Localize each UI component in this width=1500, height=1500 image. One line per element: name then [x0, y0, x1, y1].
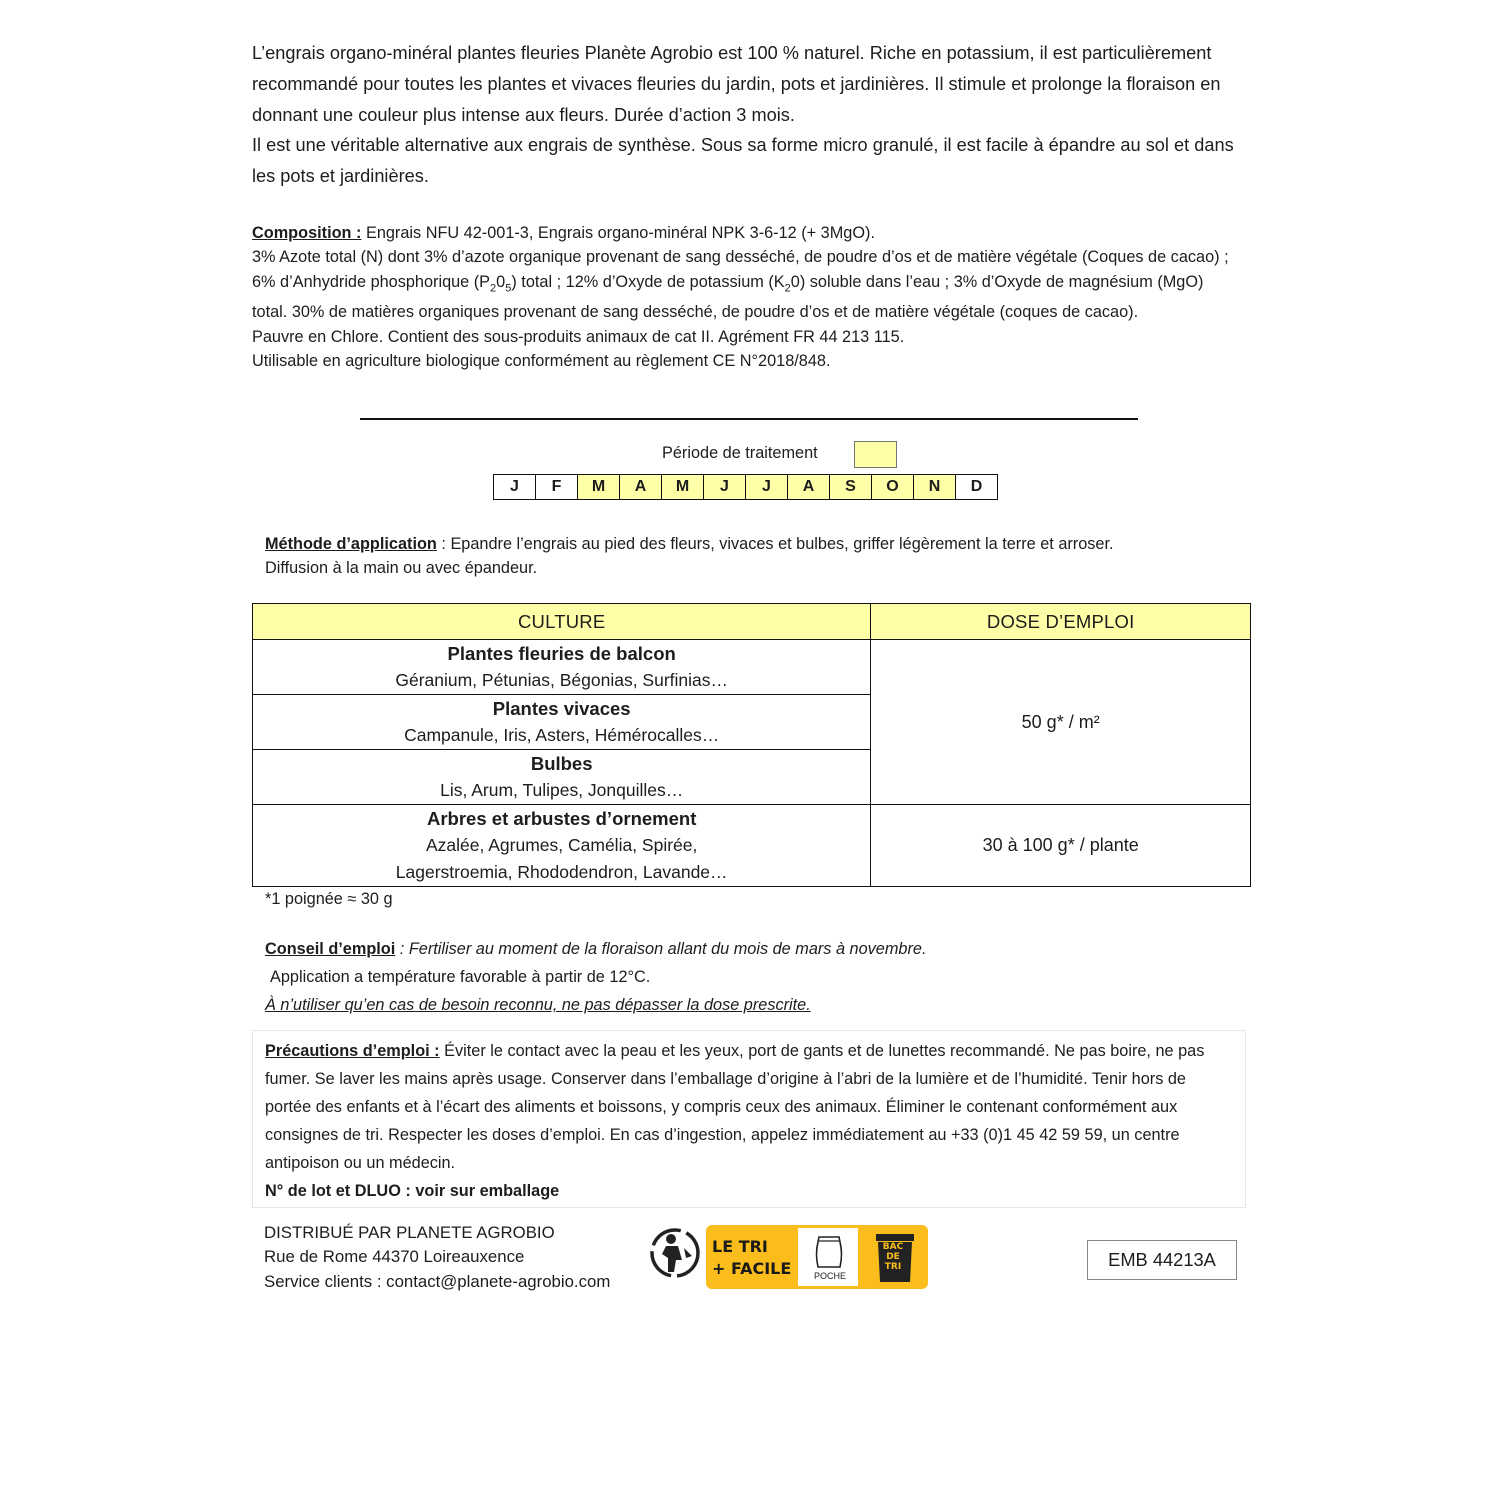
month-cell: J — [704, 475, 746, 499]
dose-cell: 30 à 100 g* / plante — [871, 805, 1251, 887]
precautions-label: Précautions d’emploi : — [265, 1042, 440, 1060]
precautions-box — [252, 1030, 1246, 1208]
methode-line-2: Diffusion à la main ou avec épandeur. — [265, 559, 538, 578]
conseil-label: Conseil d’emploi — [265, 940, 396, 958]
conseil-line-2: Application a température favorable à partir de 12°C. — [270, 968, 651, 986]
composition-line-4: Utilisable en agriculture biologique conformément au règlement CE N°2018/848. — [252, 352, 831, 371]
distributor-address: Rue de Rome 44370 Loireauxence — [264, 1247, 525, 1267]
distributor-info — [264, 1221, 610, 1294]
month-cell: A — [620, 475, 662, 499]
distributor-contact: Service clients : contact@planete-agrobio.com — [264, 1271, 611, 1291]
culture-items: Lagerstroemia, Rhododendron, Lavande… — [395, 862, 728, 882]
culture-title: Plantes fleuries de balcon — [447, 643, 676, 664]
culture-items: Lis, Arum, Tulipes, Jonquilles… — [440, 780, 684, 800]
poche-label: POCHE — [813, 1271, 846, 1281]
month-cell: N — [914, 475, 956, 499]
month-cell: O — [872, 475, 914, 499]
bin-label: BAC DE TRI — [882, 1242, 904, 1272]
culture-items: Campanule, Iris, Asters, Hémérocalles… — [404, 725, 720, 745]
composition-line-3: Pauvre en Chlore. Contient des sous-produits animaux de cat II. Agrément FR 44 213 115. — [252, 327, 905, 346]
methode-label: Méthode d’application — [265, 535, 437, 553]
separator-line — [360, 418, 1138, 420]
composition-label: Composition : — [252, 224, 362, 242]
culture-title: Bulbes — [530, 753, 593, 774]
table-row — [253, 640, 1251, 695]
culture-title: Arbres et arbustes d’ornement — [427, 808, 697, 829]
distributor-name: DISTRIBUÉ PAR PLANETE AGROBIO — [264, 1223, 555, 1242]
composition-line-2: 3% Azote total (N) dont 3% d’azote organique provenant de sang desséché, de poudre d’os et de matière végétale (Coques de cacao) ; 6% d’Anhydride phosphorique $(P_20_5)$ total ; 12% d’Oxyde de potassium $(K_20)$ soluble dans l’eau ; 3% d’Oxyde de magnésium (MgO) total. 30% de matières organiques provenant de sang desséché, de poudre d’os et de matière végétale (coques de cacao). — [252, 248, 1229, 322]
table-row — [253, 805, 1251, 887]
month-cell: F — [536, 475, 578, 499]
conseil-text: : Fertiliser au moment de la floraison allant du mois de mars à novembre. — [395, 940, 927, 958]
conseil-line-3: À n’utiliser qu’en cas de besoin reconnu, ne pas dépasser la dose prescrite. — [265, 996, 811, 1014]
month-cell: D — [970, 478, 983, 495]
month-cell: M — [578, 475, 620, 499]
culture-items: Azalée, Agrumes, Camélia, Spirée, — [425, 835, 698, 855]
lot-info: N° de lot et DLUO : voir sur emballage — [265, 1182, 560, 1200]
dose-cell: 50 g* / m² — [871, 640, 1251, 805]
header-culture: CULTURE — [253, 604, 871, 640]
culture-items: Géranium, Pétunias, Bégonias, Surfinias… — [395, 670, 729, 690]
pouch-icon — [814, 1232, 844, 1270]
tri-label: LE TRI + FACILE — [712, 1237, 792, 1278]
header-dose: DOSE D’EMPLOI — [871, 604, 1251, 640]
intro-text — [252, 38, 1252, 192]
triman-icon — [648, 1226, 702, 1280]
methode-section — [265, 532, 1255, 581]
month-cell: J — [494, 475, 536, 499]
emb-code: EMB 44213A — [1087, 1240, 1237, 1280]
periode-label: Période de traitement — [662, 444, 818, 462]
dose-table — [252, 603, 1251, 887]
intro-paragraph-2: Il est une véritable alternative aux engrais de synthèse. Sous sa forme micro granulé, il est facile à épandre au sol et dans les pots et jardinières. — [252, 135, 1234, 187]
composition-line-1: Engrais NFU 42-001-3, Engrais organo-minéral NPK 3-6-12 (+ 3MgO). — [361, 224, 875, 242]
precautions-text: Éviter le contact avec la peau et les yeux, port de gants et de lunettes recommandé. Ne pas boire, ne pas fumer. Se laver les mains après usage. Conserver dans l’emballage d’origine à l’abri de la lumière et de l’humidité. Tenir hors de portée des enfants et à l’écart des aliments et boissons, y compris ceux des animaux. Éliminer le contenant conformément aux consignes de tri. Respecter les doses d’emploi. En cas d’ingestion, appelez immédiatement au +33 (0)1 45 42 59 59, un centre antipoison ou un médecin. — [265, 1042, 1205, 1172]
footnote: *1 poignée ≈ 30 g — [265, 890, 393, 908]
periode-legend-swatch — [854, 441, 897, 468]
composition-section — [252, 221, 1242, 374]
conseil-section — [265, 935, 1255, 1019]
month-cell: M — [662, 475, 704, 499]
months-calendar — [493, 474, 998, 500]
month-cell: A — [788, 475, 830, 499]
month-cell: J — [746, 475, 788, 499]
month-cell: S — [830, 475, 872, 499]
culture-title: Plantes vivaces — [492, 698, 631, 719]
intro-paragraph-1: L’engrais organo-minéral plantes fleuries Planète Agrobio est 100 % naturel. Riche en potassium, il est particulièrement recommandé pour toutes les plantes et vivaces fleuries du jardin, pots et jardinières. Il stimule et prolonge la floraison en donnant une couleur plus intense aux fleurs. Durée d’action 3 mois. — [252, 43, 1221, 125]
methode-text: : Epandre l’engrais au pied des fleurs, vivaces et bulbes, griffer légèrement la terre et arroser. — [436, 535, 1114, 553]
